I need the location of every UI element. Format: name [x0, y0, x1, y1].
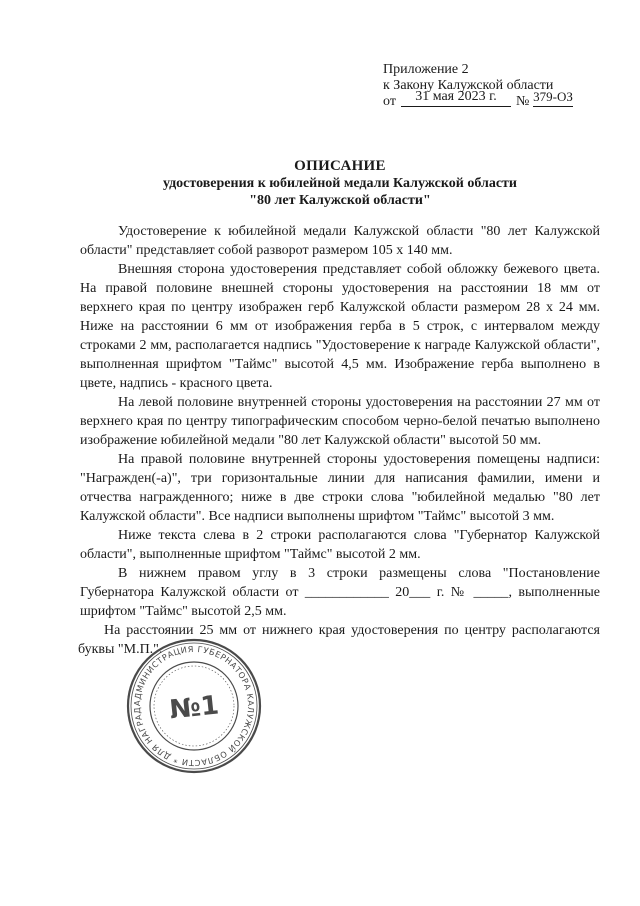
- paragraph-4: На правой половине внутренней стороны удостоверения помещены надписи: "Награжден(-а)", три горизонтальные линии для написания фамилии, имени и отчества награжденного; ниже в две строки слова "юбилейной медалью "80 лет Калужской области". Все надписи выполнены шрифтом "Таймс" высотой 3 мм.: [80, 452, 600, 524]
- annex-ot-label: от: [383, 94, 396, 109]
- document-title: [80, 158, 600, 209]
- title-heading: ОПИСАНИЕ: [294, 158, 386, 174]
- paragraph-6: В нижнем правом углу в 3 строки размещены слова "Постановление Губернатора Калужской области от ____________ 20___ г. № _____, выполненные шрифтом "Таймс" высотой 2,5 мм.: [80, 566, 600, 619]
- seal-graphic: [124, 636, 264, 776]
- paragraph-3: На левой половине внутренней стороны удостоверения на расстоянии 27 мм от верхнего края по центру типографическим способом черно-белой печатью выполнено изображение юбилейной медали "80 лет Калужской области" высотой 50 мм.: [80, 395, 600, 448]
- paragraph-5: Ниже текста слева в 2 строки располагаются слова "Губернатор Калужской области", выполненные шрифтом "Таймс" высотой 2 мм.: [80, 528, 600, 562]
- annex-law-reference: к Закону Калужской области: [383, 78, 554, 93]
- paragraph-1: Удостоверение к юбилейной медали Калужской области "80 лет Калужской области" представляет собой разворот размером 105 х 140 мм.: [80, 224, 600, 258]
- title-subtitle: удостоверения к юбилейной медали Калужской области: [162, 176, 517, 191]
- paragraph-2: Внешняя сторона удостоверения представляет собой обложку бежевого цвета. На правой половине внешней стороны удостоверения на расстоянии 18 мм от верхнего края по центру изображен герб Калужской области размером 28 х 24 мм. Ниже на расстоянии 6 мм от изображения герба в 5 строк, с интервалом между строками 2 мм, располагается надпись "Удостоверение к награде Калужской области", выполненная шрифтом "Таймс" высотой 4,5 мм. Изображение герба выполнено в цвете, надпись - красного цвета.: [80, 262, 600, 391]
- annex-number-label: №: [516, 94, 530, 109]
- document-body: [80, 222, 600, 659]
- seal-ring-text: АДМИНИСТРАЦИЯ ГУБЕРНАТОРА КАЛУЖСКОЙ ОБЛАСТИ * ДЛЯ НАГРАД: [131, 643, 257, 769]
- annex-date: 31 мая 2023 г.: [401, 88, 511, 107]
- title-medal-name: "80 лет Калужской области": [249, 193, 431, 208]
- annex-number: 379-ОЗ: [533, 88, 573, 107]
- annex-date-number-line: [383, 89, 593, 112]
- official-seal: [124, 636, 264, 776]
- seal-center-number: №1: [168, 690, 221, 726]
- annex-title: Приложение 2: [383, 62, 469, 77]
- paragraph-7: На расстоянии 25 мм от нижнего края удостоверения по центру располагаются буквы "М.П.".: [78, 623, 600, 657]
- annex-header: [383, 62, 593, 112]
